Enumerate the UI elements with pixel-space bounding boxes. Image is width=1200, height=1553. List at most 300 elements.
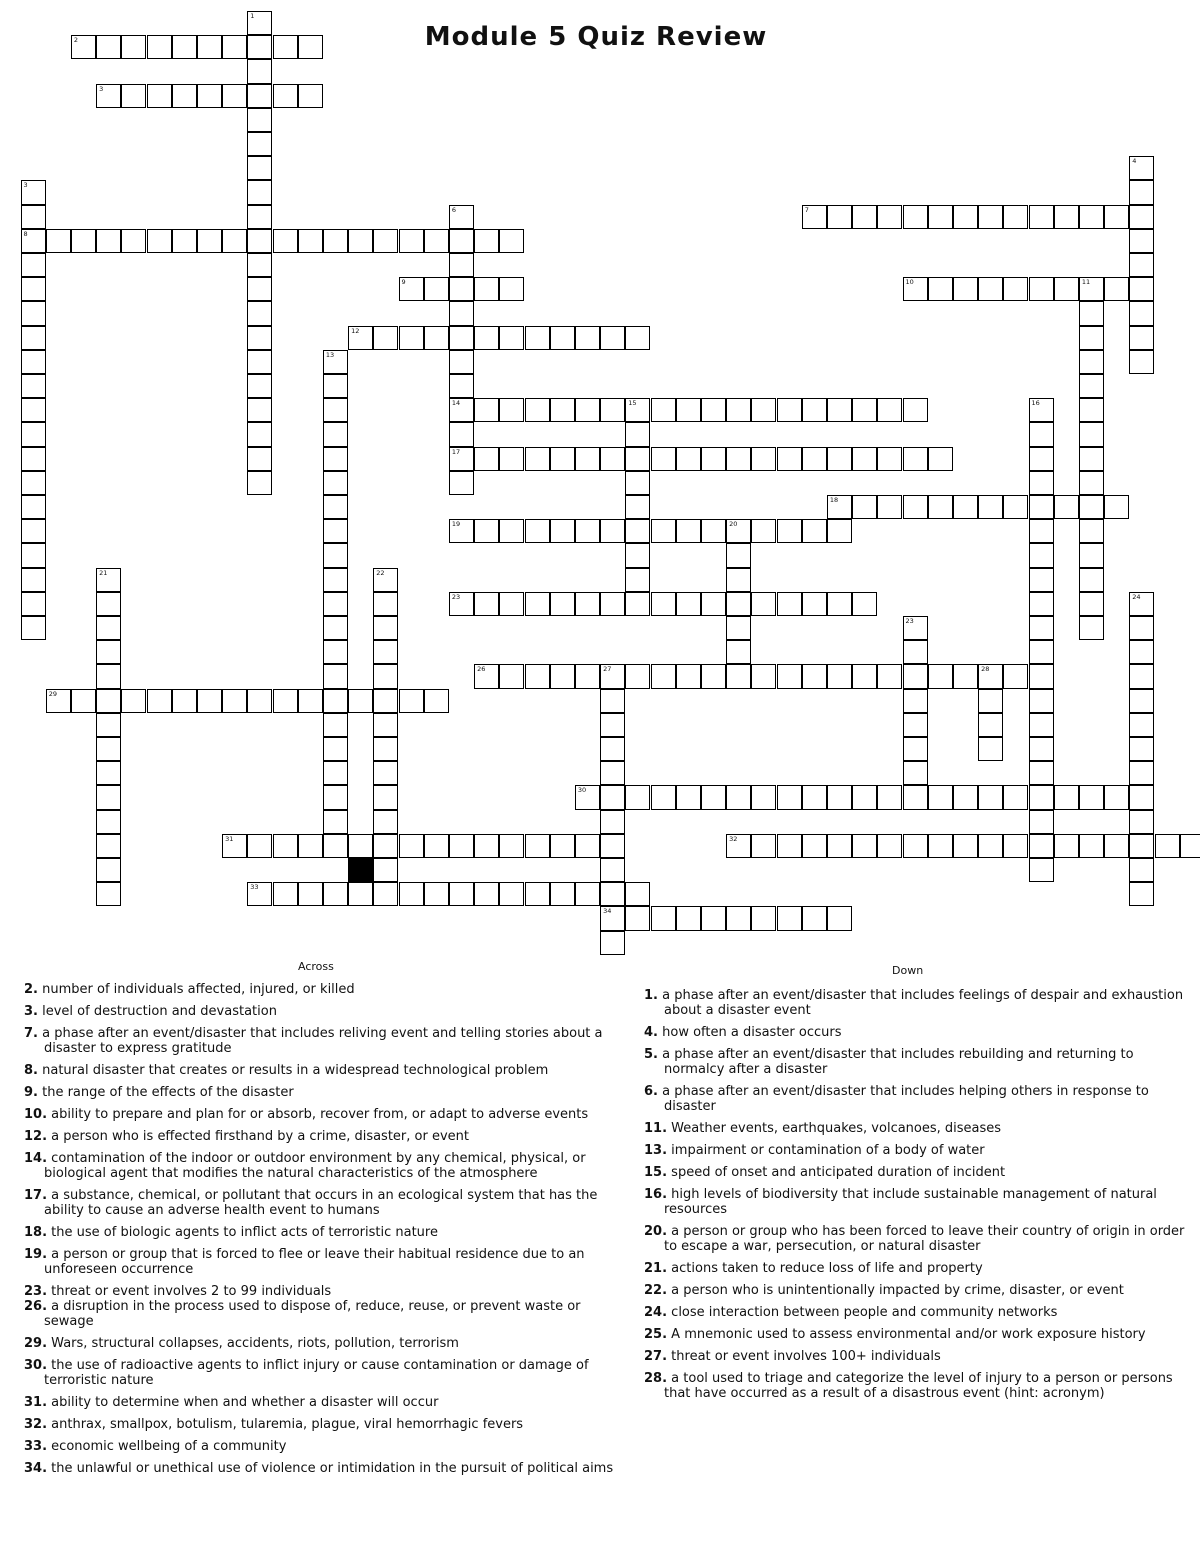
grid-cell[interactable] <box>802 447 827 471</box>
grid-cell[interactable] <box>1029 277 1054 301</box>
grid-cell[interactable] <box>1079 374 1104 398</box>
grid-cell[interactable] <box>550 592 575 616</box>
grid-cell[interactable] <box>877 447 902 471</box>
grid-cell[interactable] <box>600 326 625 350</box>
grid-cell[interactable] <box>323 785 348 809</box>
grid-cell[interactable] <box>1129 350 1154 374</box>
grid-cell[interactable] <box>247 132 272 156</box>
grid-cell[interactable] <box>247 156 272 180</box>
grid-cell[interactable] <box>1029 761 1054 785</box>
grid-cell[interactable] <box>323 422 348 446</box>
grid-cell[interactable] <box>96 810 121 834</box>
grid-cell[interactable] <box>1129 882 1154 906</box>
grid-cell[interactable] <box>827 592 852 616</box>
grid-cell[interactable] <box>827 834 852 858</box>
grid-cell[interactable] <box>751 519 776 543</box>
grid-cell[interactable] <box>877 785 902 809</box>
grid-cell[interactable] <box>21 543 46 567</box>
grid-cell[interactable] <box>600 689 625 713</box>
grid-cell[interactable] <box>903 616 928 640</box>
grid-cell[interactable] <box>474 398 499 422</box>
grid-cell[interactable] <box>499 326 524 350</box>
grid-cell[interactable] <box>449 229 474 253</box>
grid-cell[interactable] <box>499 398 524 422</box>
grid-cell[interactable] <box>928 785 953 809</box>
grid-cell[interactable] <box>676 592 701 616</box>
grid-cell[interactable] <box>71 689 96 713</box>
grid-cell[interactable] <box>777 785 802 809</box>
grid-cell[interactable] <box>676 447 701 471</box>
grid-cell[interactable] <box>373 713 398 737</box>
grid-cell[interactable] <box>247 277 272 301</box>
grid-cell[interactable] <box>348 326 373 350</box>
grid-cell[interactable] <box>1079 301 1104 325</box>
grid-cell[interactable] <box>71 35 96 59</box>
grid-cell[interactable] <box>373 810 398 834</box>
grid-cell[interactable] <box>525 592 550 616</box>
grid-cell[interactable] <box>46 689 71 713</box>
grid-cell[interactable] <box>121 84 146 108</box>
grid-cell[interactable] <box>96 761 121 785</box>
grid-cell[interactable] <box>827 785 852 809</box>
grid-cell[interactable] <box>953 277 978 301</box>
grid-cell[interactable] <box>71 229 96 253</box>
grid-cell[interactable] <box>323 447 348 471</box>
grid-cell[interactable] <box>928 664 953 688</box>
grid-cell[interactable] <box>373 882 398 906</box>
grid-cell[interactable] <box>474 277 499 301</box>
grid-cell[interactable] <box>247 59 272 83</box>
grid-cell[interactable] <box>474 326 499 350</box>
grid-cell[interactable] <box>21 471 46 495</box>
grid-cell[interactable] <box>625 326 650 350</box>
grid-cell[interactable] <box>625 906 650 930</box>
grid-cell[interactable] <box>247 882 272 906</box>
grid-cell[interactable] <box>323 810 348 834</box>
grid-cell[interactable] <box>1129 205 1154 229</box>
grid-cell[interactable] <box>197 84 222 108</box>
grid-cell[interactable] <box>1029 471 1054 495</box>
grid-cell[interactable] <box>424 326 449 350</box>
grid-cell[interactable] <box>399 277 424 301</box>
grid-cell[interactable] <box>1054 277 1079 301</box>
grid-cell[interactable] <box>1129 834 1154 858</box>
grid-cell[interactable] <box>978 737 1003 761</box>
grid-cell[interactable] <box>424 834 449 858</box>
grid-cell[interactable] <box>600 713 625 737</box>
grid-cell[interactable] <box>373 664 398 688</box>
grid-cell[interactable] <box>449 471 474 495</box>
grid-cell[interactable] <box>701 447 726 471</box>
grid-cell[interactable] <box>373 592 398 616</box>
grid-cell[interactable] <box>323 761 348 785</box>
grid-cell[interactable] <box>96 689 121 713</box>
grid-cell[interactable] <box>147 84 172 108</box>
grid-cell[interactable] <box>625 543 650 567</box>
grid-cell[interactable] <box>21 205 46 229</box>
grid-cell[interactable] <box>424 229 449 253</box>
grid-cell[interactable] <box>424 689 449 713</box>
grid-cell[interactable] <box>1129 156 1154 180</box>
grid-cell[interactable] <box>298 84 323 108</box>
grid-cell[interactable] <box>21 301 46 325</box>
grid-cell[interactable] <box>1129 761 1154 785</box>
grid-cell[interactable] <box>575 592 600 616</box>
grid-cell[interactable] <box>348 689 373 713</box>
grid-cell[interactable] <box>499 277 524 301</box>
grid-cell[interactable] <box>323 640 348 664</box>
grid-cell[interactable] <box>651 447 676 471</box>
grid-cell[interactable] <box>323 495 348 519</box>
grid-cell[interactable] <box>726 906 751 930</box>
grid-cell[interactable] <box>978 785 1003 809</box>
grid-cell[interactable] <box>1129 689 1154 713</box>
grid-cell[interactable] <box>1079 495 1104 519</box>
grid-cell[interactable] <box>903 785 928 809</box>
grid-cell[interactable] <box>147 229 172 253</box>
grid-cell[interactable] <box>96 84 121 108</box>
grid-cell[interactable] <box>625 422 650 446</box>
grid-cell[interactable] <box>373 229 398 253</box>
grid-cell[interactable] <box>978 713 1003 737</box>
grid-cell[interactable] <box>96 785 121 809</box>
grid-cell[interactable] <box>903 277 928 301</box>
grid-cell[interactable] <box>247 326 272 350</box>
grid-cell[interactable] <box>298 35 323 59</box>
grid-cell[interactable] <box>121 229 146 253</box>
grid-cell[interactable] <box>373 737 398 761</box>
grid-cell[interactable] <box>600 931 625 955</box>
grid-cell[interactable] <box>676 906 701 930</box>
grid-cell[interactable] <box>726 398 751 422</box>
grid-cell[interactable] <box>21 277 46 301</box>
grid-cell[interactable] <box>1029 568 1054 592</box>
grid-cell[interactable] <box>953 205 978 229</box>
grid-cell[interactable] <box>247 398 272 422</box>
grid-cell[interactable] <box>903 640 928 664</box>
grid-cell[interactable] <box>1079 277 1104 301</box>
grid-cell[interactable] <box>373 785 398 809</box>
grid-cell[interactable] <box>1129 713 1154 737</box>
grid-cell[interactable] <box>726 785 751 809</box>
grid-cell[interactable] <box>21 447 46 471</box>
grid-cell[interactable] <box>928 277 953 301</box>
grid-cell[interactable] <box>449 422 474 446</box>
grid-cell[interactable] <box>323 882 348 906</box>
grid-cell[interactable] <box>273 84 298 108</box>
grid-cell[interactable] <box>21 495 46 519</box>
grid-cell[interactable] <box>399 326 424 350</box>
grid-cell[interactable] <box>21 326 46 350</box>
grid-cell[interactable] <box>247 447 272 471</box>
grid-cell[interactable] <box>903 398 928 422</box>
grid-cell[interactable] <box>575 664 600 688</box>
grid-cell[interactable] <box>903 205 928 229</box>
grid-cell[interactable] <box>600 398 625 422</box>
grid-cell[interactable] <box>903 664 928 688</box>
grid-cell[interactable] <box>777 592 802 616</box>
grid-cell[interactable] <box>121 689 146 713</box>
grid-cell[interactable] <box>751 592 776 616</box>
grid-cell[interactable] <box>751 447 776 471</box>
grid-cell[interactable] <box>21 350 46 374</box>
grid-cell[interactable] <box>273 689 298 713</box>
grid-cell[interactable] <box>928 447 953 471</box>
grid-cell[interactable] <box>46 229 71 253</box>
grid-cell[interactable] <box>978 664 1003 688</box>
grid-cell[interactable] <box>525 326 550 350</box>
grid-cell[interactable] <box>247 350 272 374</box>
grid-cell[interactable] <box>1104 785 1129 809</box>
grid-cell[interactable] <box>827 664 852 688</box>
grid-cell[interactable] <box>1003 664 1028 688</box>
grid-cell[interactable] <box>978 277 1003 301</box>
grid-cell[interactable] <box>172 84 197 108</box>
grid-cell[interactable] <box>247 11 272 35</box>
grid-cell[interactable] <box>449 374 474 398</box>
grid-cell[interactable] <box>777 447 802 471</box>
grid-cell[interactable] <box>247 253 272 277</box>
grid-cell[interactable] <box>373 616 398 640</box>
grid-cell[interactable] <box>1104 205 1129 229</box>
grid-cell[interactable] <box>1029 447 1054 471</box>
grid-cell[interactable] <box>903 737 928 761</box>
grid-cell[interactable] <box>247 301 272 325</box>
grid-cell[interactable] <box>1104 277 1129 301</box>
grid-cell[interactable] <box>399 834 424 858</box>
grid-cell[interactable] <box>575 447 600 471</box>
grid-cell[interactable] <box>121 35 146 59</box>
grid-cell[interactable] <box>1129 229 1154 253</box>
grid-cell[interactable] <box>625 882 650 906</box>
grid-cell[interactable] <box>1054 495 1079 519</box>
grid-cell[interactable] <box>247 180 272 204</box>
grid-cell[interactable] <box>1003 277 1028 301</box>
grid-cell[interactable] <box>903 713 928 737</box>
grid-cell[interactable] <box>726 616 751 640</box>
grid-cell[interactable] <box>499 519 524 543</box>
grid-cell[interactable] <box>852 447 877 471</box>
grid-cell[interactable] <box>449 326 474 350</box>
grid-cell[interactable] <box>96 664 121 688</box>
grid-cell[interactable] <box>575 785 600 809</box>
grid-cell[interactable] <box>1129 616 1154 640</box>
grid-cell[interactable] <box>877 664 902 688</box>
grid-cell[interactable] <box>726 664 751 688</box>
grid-cell[interactable] <box>1029 592 1054 616</box>
grid-cell[interactable] <box>575 519 600 543</box>
grid-cell[interactable] <box>21 253 46 277</box>
grid-cell[interactable] <box>903 689 928 713</box>
grid-cell[interactable] <box>323 568 348 592</box>
grid-cell[interactable] <box>1129 810 1154 834</box>
grid-cell[interactable] <box>474 882 499 906</box>
grid-cell[interactable] <box>1079 785 1104 809</box>
grid-cell[interactable] <box>298 689 323 713</box>
grid-cell[interactable] <box>172 35 197 59</box>
grid-cell[interactable] <box>449 277 474 301</box>
grid-cell[interactable] <box>1129 640 1154 664</box>
grid-cell[interactable] <box>877 398 902 422</box>
grid-cell[interactable] <box>21 180 46 204</box>
grid-cell[interactable] <box>1003 205 1028 229</box>
grid-cell[interactable] <box>273 834 298 858</box>
grid-cell[interactable] <box>827 519 852 543</box>
grid-cell[interactable] <box>247 471 272 495</box>
grid-cell[interactable] <box>399 689 424 713</box>
grid-cell[interactable] <box>298 882 323 906</box>
grid-cell[interactable] <box>600 664 625 688</box>
grid-cell[interactable] <box>802 205 827 229</box>
grid-cell[interactable] <box>273 35 298 59</box>
grid-cell[interactable] <box>852 398 877 422</box>
grid-cell[interactable] <box>726 834 751 858</box>
grid-cell[interactable] <box>802 834 827 858</box>
grid-cell[interactable] <box>600 761 625 785</box>
grid-cell[interactable] <box>903 495 928 519</box>
grid-cell[interactable] <box>449 592 474 616</box>
grid-cell[interactable] <box>777 906 802 930</box>
grid-cell[interactable] <box>1155 834 1180 858</box>
grid-cell[interactable] <box>600 906 625 930</box>
grid-cell[interactable] <box>751 906 776 930</box>
grid-cell[interactable] <box>222 229 247 253</box>
grid-cell[interactable] <box>676 664 701 688</box>
grid-cell[interactable] <box>1029 543 1054 567</box>
grid-cell[interactable] <box>323 350 348 374</box>
grid-cell[interactable] <box>1029 737 1054 761</box>
grid-cell[interactable] <box>499 882 524 906</box>
grid-cell[interactable] <box>726 543 751 567</box>
grid-cell[interactable] <box>600 785 625 809</box>
grid-cell[interactable] <box>852 834 877 858</box>
grid-cell[interactable] <box>424 882 449 906</box>
grid-cell[interactable] <box>600 737 625 761</box>
grid-cell[interactable] <box>1029 398 1054 422</box>
grid-cell[interactable] <box>726 592 751 616</box>
grid-cell[interactable] <box>96 713 121 737</box>
grid-cell[interactable] <box>1129 326 1154 350</box>
grid-cell[interactable] <box>1029 640 1054 664</box>
grid-cell[interactable] <box>348 834 373 858</box>
grid-cell[interactable] <box>651 906 676 930</box>
grid-cell[interactable] <box>953 785 978 809</box>
grid-cell[interactable] <box>802 664 827 688</box>
grid-cell[interactable] <box>701 398 726 422</box>
grid-cell[interactable] <box>449 519 474 543</box>
grid-cell[interactable] <box>676 519 701 543</box>
grid-cell[interactable] <box>21 229 46 253</box>
grid-cell[interactable] <box>348 882 373 906</box>
grid-cell[interactable] <box>21 422 46 446</box>
grid-cell[interactable] <box>1079 834 1104 858</box>
grid-cell[interactable] <box>222 84 247 108</box>
grid-cell[interactable] <box>1104 495 1129 519</box>
grid-cell[interactable] <box>827 906 852 930</box>
grid-cell[interactable] <box>1079 592 1104 616</box>
grid-cell[interactable] <box>852 664 877 688</box>
grid-cell[interactable] <box>247 108 272 132</box>
grid-cell[interactable] <box>96 858 121 882</box>
grid-cell[interactable] <box>323 374 348 398</box>
grid-cell[interactable] <box>474 229 499 253</box>
grid-cell[interactable] <box>1003 785 1028 809</box>
grid-cell[interactable] <box>625 471 650 495</box>
grid-cell[interactable] <box>449 834 474 858</box>
grid-cell[interactable] <box>953 664 978 688</box>
grid-cell[interactable] <box>777 398 802 422</box>
grid-cell[interactable] <box>21 519 46 543</box>
grid-cell[interactable] <box>600 882 625 906</box>
grid-cell[interactable] <box>222 834 247 858</box>
grid-cell[interactable] <box>525 834 550 858</box>
grid-cell[interactable] <box>474 834 499 858</box>
grid-cell[interactable] <box>1079 447 1104 471</box>
grid-cell[interactable] <box>323 471 348 495</box>
grid-cell[interactable] <box>802 592 827 616</box>
grid-cell[interactable] <box>651 664 676 688</box>
grid-cell[interactable] <box>147 689 172 713</box>
grid-cell[interactable] <box>903 761 928 785</box>
grid-cell[interactable] <box>1079 350 1104 374</box>
grid-cell[interactable] <box>625 519 650 543</box>
grid-cell[interactable] <box>499 834 524 858</box>
grid-cell[interactable] <box>751 785 776 809</box>
grid-cell[interactable] <box>1129 180 1154 204</box>
grid-cell[interactable] <box>676 398 701 422</box>
grid-cell[interactable] <box>701 664 726 688</box>
grid-cell[interactable] <box>1079 616 1104 640</box>
grid-cell[interactable] <box>298 229 323 253</box>
grid-cell[interactable] <box>273 229 298 253</box>
grid-cell[interactable] <box>701 519 726 543</box>
grid-cell[interactable] <box>1003 495 1028 519</box>
grid-cell[interactable] <box>1029 785 1054 809</box>
grid-cell[interactable] <box>751 834 776 858</box>
grid-cell[interactable] <box>373 834 398 858</box>
grid-cell[interactable] <box>550 398 575 422</box>
grid-cell[interactable] <box>575 834 600 858</box>
grid-cell[interactable] <box>474 664 499 688</box>
grid-cell[interactable] <box>373 858 398 882</box>
grid-cell[interactable] <box>651 592 676 616</box>
grid-cell[interactable] <box>625 495 650 519</box>
grid-cell[interactable] <box>323 664 348 688</box>
grid-cell[interactable] <box>1129 664 1154 688</box>
grid-cell[interactable] <box>323 834 348 858</box>
grid-cell[interactable] <box>1054 834 1079 858</box>
grid-cell[interactable] <box>96 35 121 59</box>
grid-cell[interactable] <box>474 592 499 616</box>
grid-cell[interactable] <box>978 495 1003 519</box>
grid-cell[interactable] <box>802 785 827 809</box>
grid-cell[interactable] <box>273 882 298 906</box>
grid-cell[interactable] <box>373 761 398 785</box>
grid-cell[interactable] <box>1079 471 1104 495</box>
grid-cell[interactable] <box>449 301 474 325</box>
grid-cell[interactable] <box>651 519 676 543</box>
grid-cell[interactable] <box>323 713 348 737</box>
grid-cell[interactable] <box>1079 326 1104 350</box>
grid-cell[interactable] <box>1129 253 1154 277</box>
grid-cell[interactable] <box>525 882 550 906</box>
grid-cell[interactable] <box>247 84 272 108</box>
grid-cell[interactable] <box>701 785 726 809</box>
grid-cell[interactable] <box>323 592 348 616</box>
grid-cell[interactable] <box>247 229 272 253</box>
grid-cell[interactable] <box>575 326 600 350</box>
grid-cell[interactable] <box>953 834 978 858</box>
